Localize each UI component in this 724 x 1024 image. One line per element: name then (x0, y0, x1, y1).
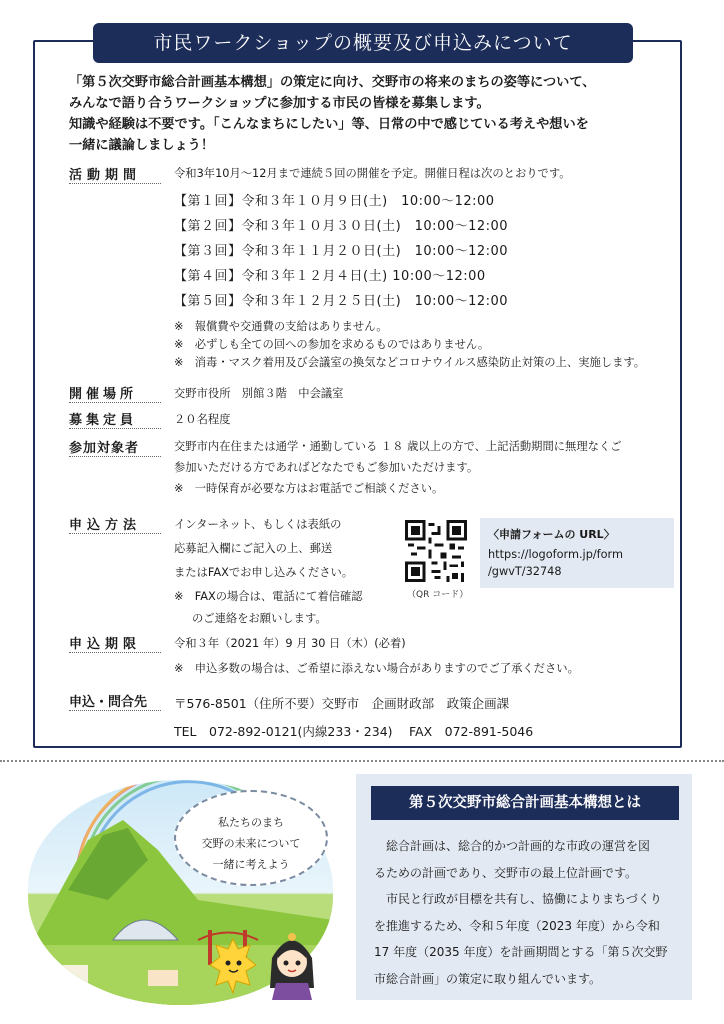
contact-label: 申込・問合先 (69, 695, 148, 710)
about-line: るための計画であり、交野市の最上位計画です。 (374, 865, 638, 880)
mascot-princess-icon (262, 928, 322, 1000)
about-line: 17 年度（2035 年度）を計画期間とする「第５次交野 (374, 945, 668, 959)
about-line: 市民と行政が目標を共有し、協働によりまちづくり (374, 892, 662, 906)
activity-text: 令和3年10月～12月まで連続５回の開催を予定。開催日程は次のとおりです。 (174, 167, 571, 180)
bubble-line: 一緒に考えよう (212, 858, 290, 871)
intro-line: 「第５次交野市総合計画基本構想」の策定に向け、交野市の将来のまちの姿等について、 (69, 75, 596, 90)
session-1: 【第１回】令和３年１０月９日(土) 10:00～12:00 (174, 194, 495, 209)
session-4: 【第４回】令和３年１２月４日(土) 10:00～12:00 (174, 269, 486, 284)
form-url-line[interactable]: https://logoform.jp/form (488, 548, 624, 561)
about-line: 市総合計画」の策定に取り組んでいます。 (374, 971, 602, 986)
eligibility-note: ※ 一時保育が必要な方はお電話でご相談ください。 (174, 482, 444, 495)
form-url-box (480, 518, 674, 588)
venue-text: 交野市役所 別館３階 中会議室 (174, 387, 344, 400)
form-url-link[interactable] (488, 546, 668, 580)
qr-code[interactable] (405, 520, 467, 582)
capacity-label: 募集定員 (69, 413, 138, 428)
activity-note-3: ※ 消毒・マスク着用及び会議室の換気などコロナウイルス感染防止対策の上、実施します。 (174, 356, 646, 369)
deadline-text: 令和３年（2021 年）9 月 30 日（木）(必着) (174, 637, 406, 650)
bubble-line: 交野の未来について (201, 837, 301, 850)
method-note: のご連絡をお願いします。 (192, 612, 327, 625)
method-underline (69, 533, 161, 534)
section-divider (0, 760, 724, 762)
eligibility-underline (69, 456, 161, 457)
method-line: インターネット、もしくは表紙の (174, 518, 342, 531)
form-url-title: 〈申請フォームの URL〉 (488, 528, 615, 541)
about-title: 第５次交野市総合計画基本構想とは (371, 786, 679, 820)
venue-label: 開催場所 (69, 387, 138, 402)
method-note: ※ FAXの場合は、電話にて着信確認 (174, 590, 363, 603)
about-line: を推進するため、令和５年度（2023 年度）から令和 (374, 918, 660, 933)
contact-underline (69, 710, 161, 711)
eligibility-label: 参加対象者 (69, 441, 140, 456)
deadline-note: ※ 申込多数の場合は、ご希望に添えない場合がありますのでご了承ください。 (174, 662, 579, 675)
mascot-yellow-icon (208, 935, 258, 995)
capacity-underline (69, 428, 161, 429)
intro-line: 一緒に議論しましょう！ (69, 138, 215, 153)
bubble-line: 私たちのまち (218, 816, 284, 829)
deadline-underline (69, 652, 161, 653)
session-5: 【第５回】令和３年１２月２５日(土) 10:00～12:00 (174, 294, 509, 309)
activity-underline (69, 183, 161, 184)
activity-label: 活動期間 (69, 168, 142, 183)
session-3: 【第３回】令和３年１１月２０日(土) 10:00～12:00 (174, 244, 509, 259)
intro-line: みんなで語り合うワークショップに参加する市民の皆様を募集します。 (69, 96, 490, 111)
venue-underline (69, 402, 161, 403)
form-url-line[interactable]: /gwvT/32748 (488, 565, 562, 578)
capacity-text: ２０名程度 (174, 413, 231, 426)
eligibility-line: 交野市内在住または通学・通勤している １８ 歳以上の方で、上記活動期間に無理なくご (174, 440, 622, 453)
session-2: 【第２回】令和３年１０月３０日(土) 10:00～12:00 (174, 219, 509, 234)
about-line: 総合計画は、総合的かつ計画的な市政の運営を図 (374, 839, 651, 853)
eligibility-line: 参加いただける方であればどなたでもご参加いただけます。 (174, 461, 479, 474)
method-label: 申込方法 (69, 518, 142, 533)
method-line: 応募記入欄にご記入の上、郵送 (174, 542, 333, 555)
activity-note-2: ※ 必ずしも全ての回への参加を求めるものではありません。 (174, 338, 490, 351)
page-title: 市民ワークショップの概要及び申込みについて (93, 23, 633, 63)
intro-line: 知識や経験は不要です。「こんなまちにしたい」等、日常の中で感じている考えや想いを (69, 117, 589, 132)
contact-phone-fax: TEL 072-892-0121(内線233・234) FAX 072-891-5046 (174, 724, 534, 739)
deadline-label: 申込期限 (69, 637, 142, 652)
intro-text (69, 72, 669, 156)
about-body (374, 833, 680, 992)
method-line: またはFAXでお申し込みください。 (174, 566, 354, 579)
contact-address: 〒576-8501（住所不要）交野市 企画財政部 政策企画課 (174, 696, 510, 711)
qr-caption: （QR コード） (407, 590, 469, 600)
activity-note-1: ※ 報償費や交通費の支給はありません。 (174, 320, 388, 333)
bubble-text (178, 812, 324, 875)
